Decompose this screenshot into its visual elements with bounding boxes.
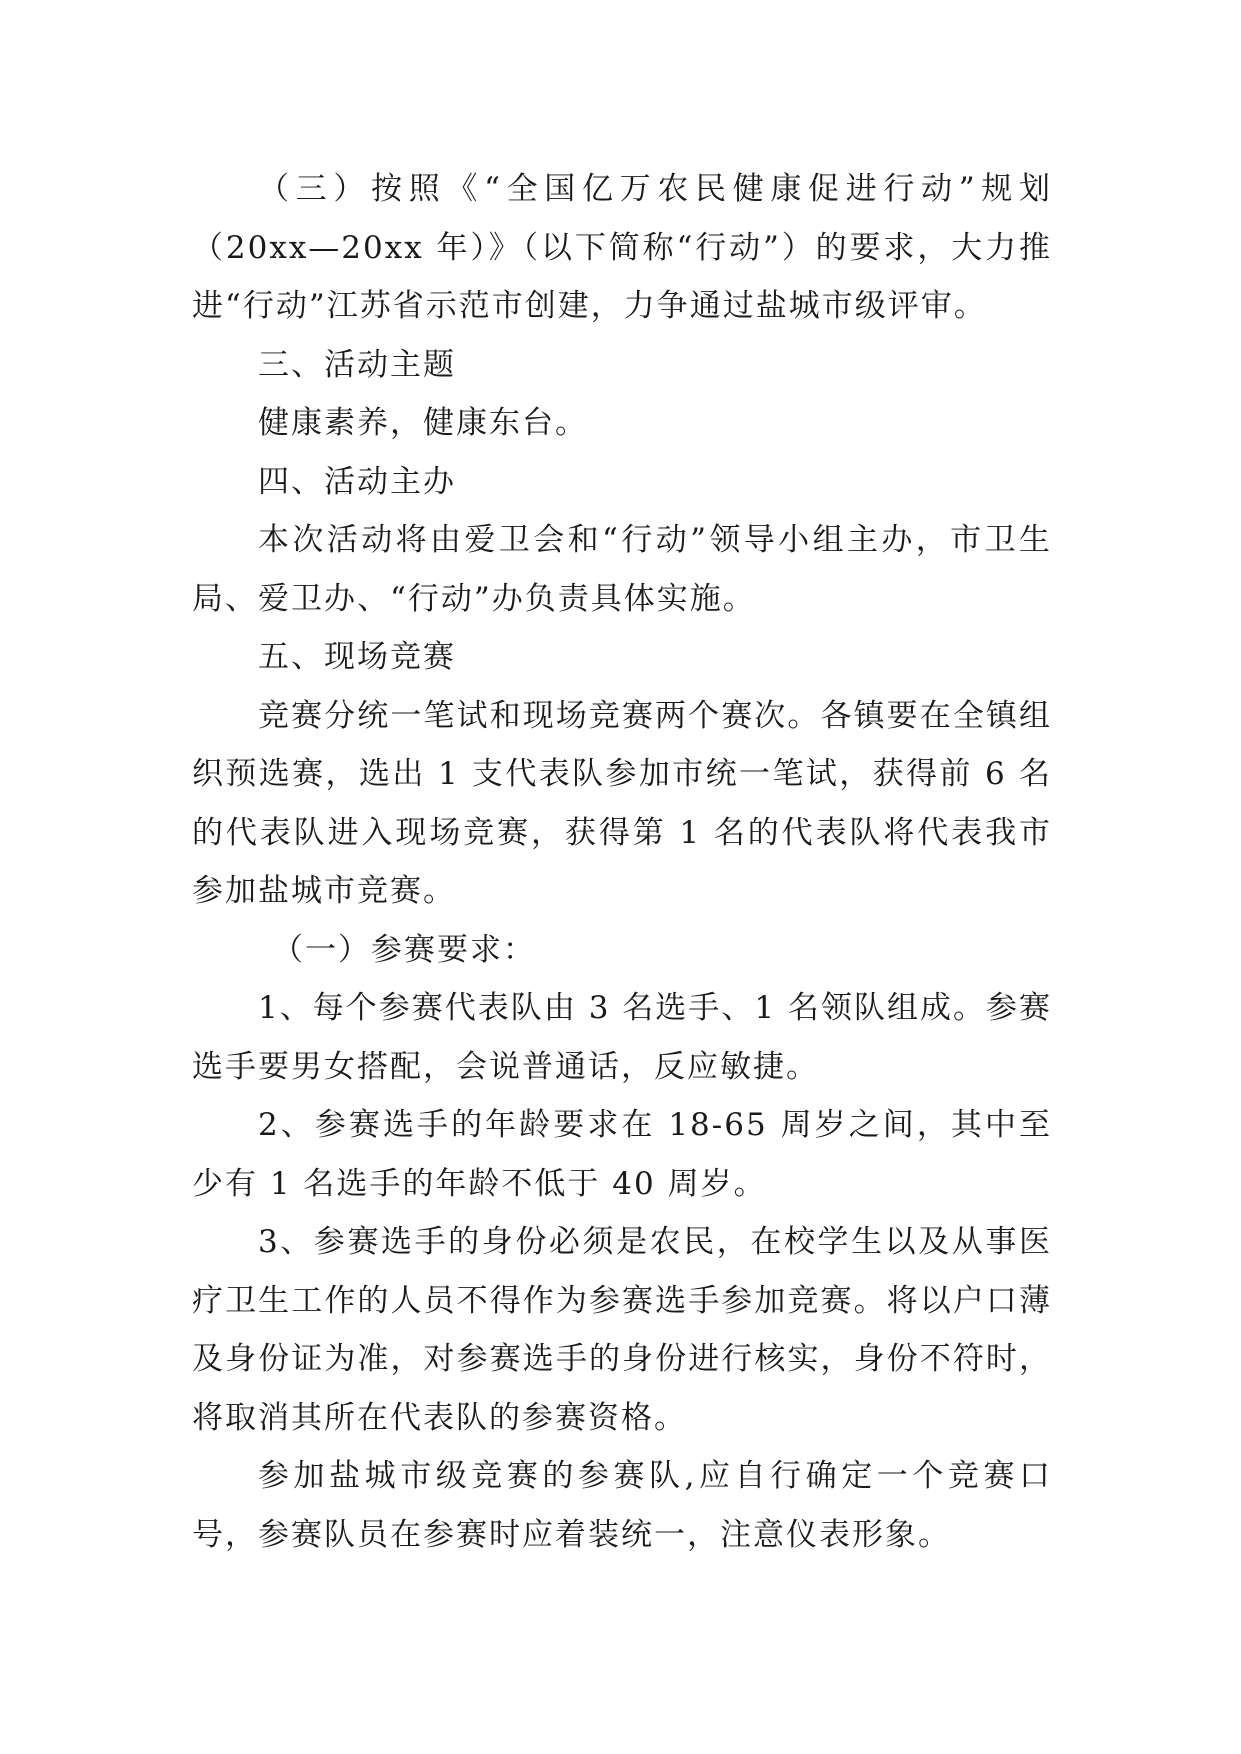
- section-heading-theme: 三、活动主题: [258, 346, 456, 383]
- paragraph-slogan: 参加盐城市级竞赛的参赛队,应自行确定一个竞赛口号，参赛队员在参赛时应着装统一，注意仪表形象。: [192, 1458, 1052, 1553]
- paragraph-requirement-1: 1、每个参赛代表队由 3 名选手、1 名领队组成。参赛选手要男女搭配，会说普通话，反应敏捷。: [192, 990, 1052, 1085]
- section-heading-competition: 五、现场竞赛: [258, 639, 456, 675]
- paragraph-requirement-3: 3、参赛选手的身份必须是农民，在校学生以及从事医疗卫生工作的人员不得作为参赛选手参加竞赛。将以户口薄及身份证为准，对参赛选手的身份进行核实，身份不符时，将取消其所在代表队的参赛资格。: [192, 1224, 1052, 1436]
- paragraph-requirement-2: 2、参赛选手的年龄要求在 18-65 周岁之间，其中至少有 1 名选手的年龄不低于 40 周岁。: [192, 1107, 1052, 1202]
- paragraph-plan-requirement: （三）按照《“全国亿万农民健康促进行动”规划（20xx—20xx 年）》（以下简称“行动”）的要求，大力推进“行动”江苏省示范市创建，力争通过盐城市级评审。: [192, 171, 1052, 324]
- paragraph-competition: 竞赛分统一笔试和现场竞赛两个赛次。各镇要在全镇组织预选赛，选出 1 支代表队参加市统一笔试，获得前 6 名的代表队进入现场竞赛，获得第 1 名的代表队将代表我市参加盐城市竞赛。: [192, 697, 1052, 909]
- paragraph-organizer: 本次活动将由爱卫会和“行动”领导小组主办，市卫生局、爱卫办、“行动”办负责具体实施。: [192, 522, 1052, 617]
- paragraph-theme: 健康素养，健康东台。: [258, 405, 588, 441]
- section-heading-organizer: 四、活动主办: [258, 463, 456, 500]
- document-body: [192, 160, 1052, 1564]
- subsection-heading-requirements: （一）参赛要求：: [272, 931, 536, 968]
